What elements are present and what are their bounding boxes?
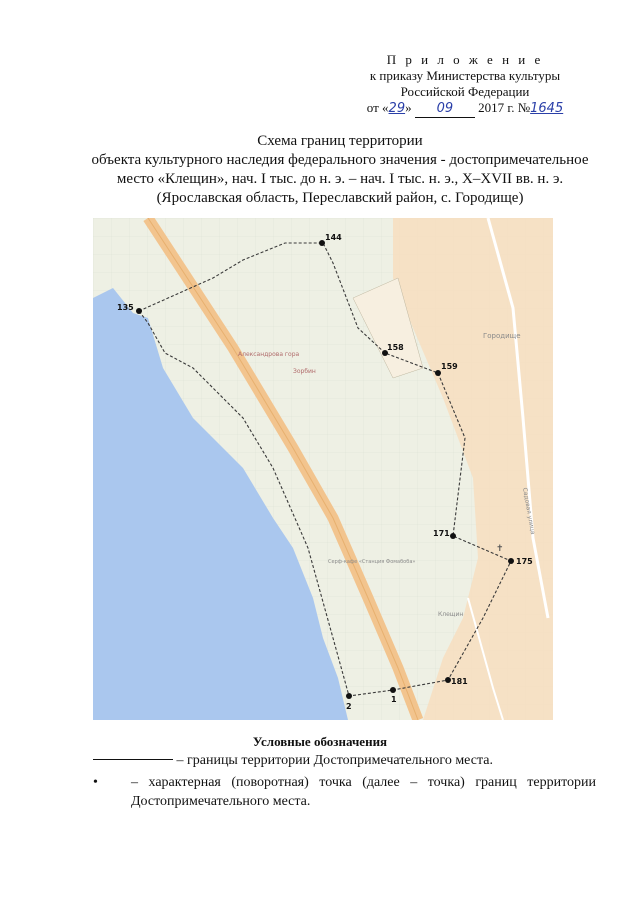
point-label-2: 2 <box>346 702 352 711</box>
label-sadovaya: Садовая улица <box>521 487 537 536</box>
bullet-icon: • <box>93 775 98 790</box>
date-line: от «29» 09 2017 г. №1645 <box>366 100 564 116</box>
point-175 <box>508 558 514 564</box>
point-2 <box>346 693 352 699</box>
label-gorodische: Городище <box>483 332 521 340</box>
boundary-map <box>93 218 553 720</box>
point-171 <box>450 533 456 539</box>
point-135 <box>136 308 142 314</box>
point-label-135: 135 <box>117 303 134 312</box>
handwritten-month: 09 <box>415 101 475 118</box>
boundary-line-sample <box>93 759 173 760</box>
point-label-171: 171 <box>433 529 450 538</box>
point-label-158: 158 <box>387 343 404 352</box>
document-title: Схема границ территории объекта культурного наследия федерального значения - достопримечательное место «Клещин», нач. I тыс. до н. э. – нач. I тыс. н. э., X–XVII вв. н. э. (Ярославская область, Переславский район, с. Городище) <box>91 133 589 206</box>
federation-line: Российской Федерации <box>400 84 530 99</box>
label-kleschin: Клещин <box>438 611 464 618</box>
order-line: к приказу Министерства культуры <box>369 68 561 83</box>
point-label-1: 1 <box>391 695 397 704</box>
appendix-label: П р и л о ж е н и е <box>386 52 544 67</box>
label-cafe: Серф-кафе «Станция Фомабоба» <box>328 559 416 565</box>
label-aleksandrova: Александрова гора <box>238 351 300 358</box>
point-label-159: 159 <box>441 362 458 371</box>
cross-icon: ✝ <box>496 543 504 553</box>
point-label-175: 175 <box>516 557 533 566</box>
handwritten-day: 29 <box>388 101 406 116</box>
point-label-144: 144 <box>325 233 342 242</box>
label-zorbin: Зорбин <box>293 368 316 375</box>
point-1 <box>390 687 396 693</box>
legend-point: • – характерная (поворотная) точка (далее – точка) границ территории Достопримечательного места. <box>93 775 596 809</box>
handwritten-number: 1645 <box>530 101 564 116</box>
point-label-181: 181 <box>451 677 468 686</box>
legend-heading: Условные обозначения <box>252 734 388 749</box>
legend-boundary: – границы территории Достопримечательного места. <box>93 753 493 769</box>
document-header <box>335 52 595 118</box>
